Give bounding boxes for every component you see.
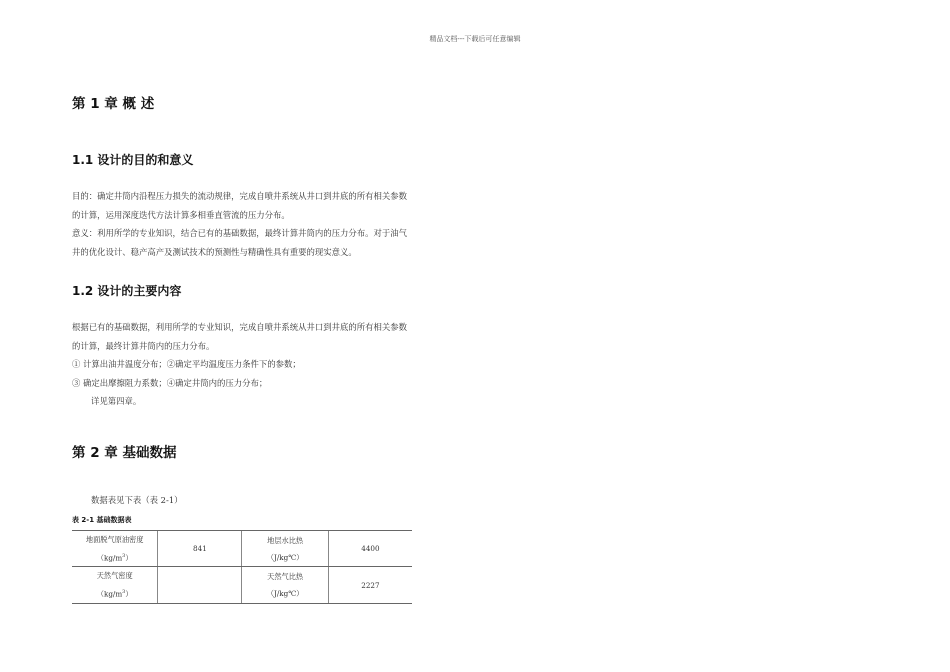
cell-unit: $(kg/m^3)$ bbox=[96, 553, 133, 563]
table-caption: 表 2-1 基础数据表 bbox=[72, 516, 132, 524]
basic-data-table bbox=[72, 530, 412, 604]
text-line: 根据已有的基础数据，利用所学的专业知识，完成自喷井系统从井口到井底的所有相关参数 bbox=[72, 322, 407, 332]
table-cell: 841 bbox=[158, 531, 242, 567]
cell-unit: （J/kg℃） bbox=[266, 589, 304, 599]
text-line: 意义：利用所学的专业知识，结合已有的基础数据，最终计算井筒内的压力分布。对于油气 bbox=[72, 228, 407, 239]
text-line: 数据表见下表（表 2-1） bbox=[91, 495, 183, 505]
cell-label: 地面脱气原油密度 bbox=[85, 535, 144, 544]
text-line: 详见第四章。 bbox=[91, 396, 142, 407]
table-cell bbox=[72, 531, 158, 567]
cell-label: 天然气比热 bbox=[267, 572, 304, 582]
table-cell bbox=[242, 531, 328, 567]
table-cell bbox=[72, 567, 158, 603]
chapter-1-title: 第 1 章 概 述 bbox=[72, 96, 155, 112]
page-header: 精品文档---下载后可任意编辑 bbox=[429, 35, 521, 43]
text-line: 的计算，运用深度迭代方法计算多相垂直管流的压力分布。 bbox=[72, 209, 290, 220]
text-line: 的计算，最终计算井筒内的压力分布。 bbox=[72, 340, 215, 351]
text-line: ① 计算出油井温度分布；②确定平均温度压力条件下的参数； bbox=[72, 359, 301, 370]
text-line: ③ 确定出摩擦阻力系数；④确定井筒内的压力分布； bbox=[72, 377, 268, 388]
text-line: 井的优化设计、稳产高产及测试技术的预测性与精确性具有重要的现实意义。 bbox=[72, 246, 357, 257]
chapter-2-title: 第 2 章 基础数据 bbox=[72, 445, 177, 461]
cell-label: 地层水比热 bbox=[267, 535, 304, 545]
table-row bbox=[72, 567, 412, 603]
table-row bbox=[72, 531, 412, 567]
section-1-2-body bbox=[72, 318, 472, 411]
table-cell bbox=[158, 567, 242, 603]
cell-unit: $(kg/m^3)$ bbox=[96, 589, 133, 599]
section-1-1-title: 1.1 设计的目的和意义 bbox=[72, 153, 194, 167]
text-line: 目的：确定井筒内沿程压力损失的流动规律，完成自喷井系统从井口到井底的所有相关参数 bbox=[72, 191, 407, 201]
table-cell bbox=[242, 567, 328, 603]
cell-unit: （J/kg℃） bbox=[266, 552, 304, 562]
section-1-1-body bbox=[72, 187, 472, 261]
section-1-2-title: 1.2 设计的主要内容 bbox=[72, 284, 182, 298]
cell-label: 天然气密度 bbox=[96, 571, 133, 581]
chapter-2-intro bbox=[72, 491, 472, 510]
table-cell: 2227 bbox=[328, 567, 412, 603]
table-cell: 4400 bbox=[328, 531, 412, 567]
